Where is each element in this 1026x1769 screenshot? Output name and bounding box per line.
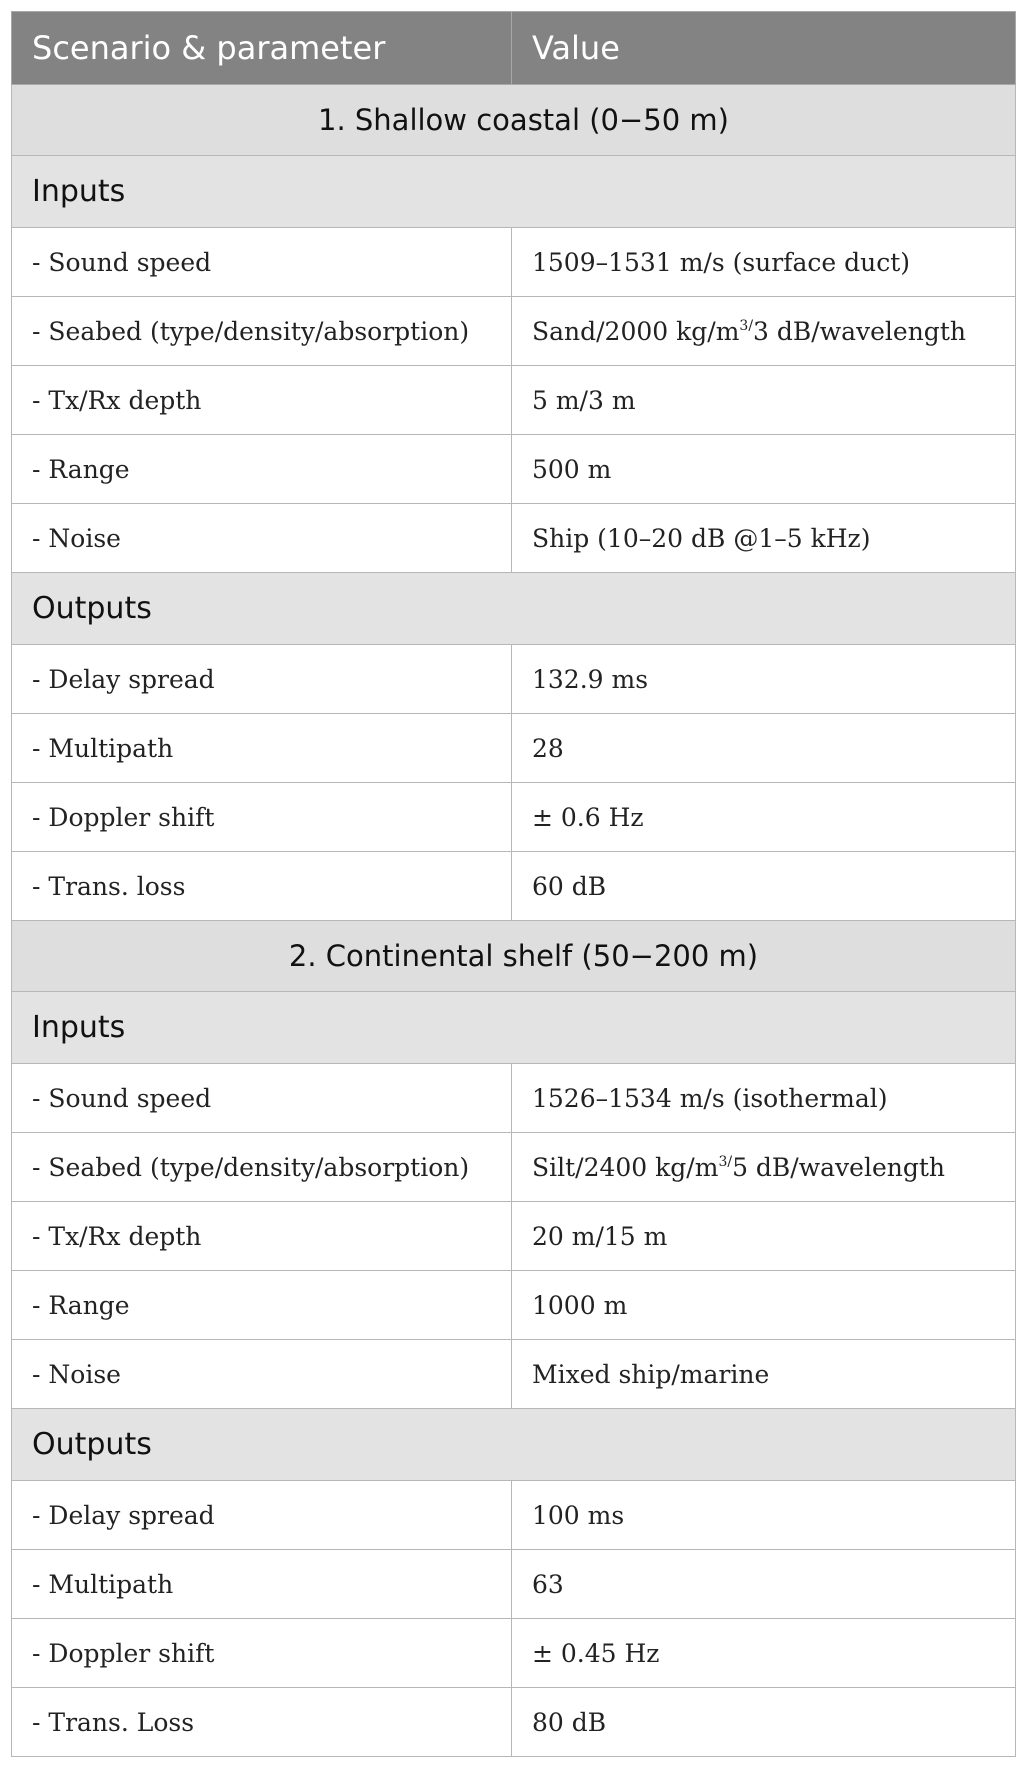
section-row — [12, 156, 1016, 228]
table-row — [12, 714, 1016, 783]
value-cell — [512, 1133, 1016, 1202]
param-cell: - Delay spread — [12, 645, 512, 714]
param-cell: - Tx/Rx depth — [12, 366, 512, 435]
table-row — [12, 783, 1016, 852]
param-cell: - Doppler shift — [12, 783, 512, 852]
value-cell: 1000 m — [512, 1271, 1016, 1340]
value-text: 3 dB/wavelength — [753, 316, 966, 346]
value-cell: ± 0.45 Hz — [512, 1619, 1016, 1688]
section-label-inputs: Inputs — [12, 992, 1016, 1064]
header-value: Value — [512, 12, 1016, 85]
value-cell: 100 ms — [512, 1481, 1016, 1550]
table-row — [12, 1550, 1016, 1619]
table-row — [12, 645, 1016, 714]
value-superscript: 3/ — [718, 1153, 733, 1170]
table-row — [12, 504, 1016, 573]
table-row — [12, 1202, 1016, 1271]
section-label-outputs: Outputs — [12, 1409, 1016, 1481]
value-cell: 500 m — [512, 435, 1016, 504]
param-cell: - Noise — [12, 1340, 512, 1409]
value-cell: 1509–1531 m/s (surface duct) — [512, 228, 1016, 297]
scenario-row — [12, 85, 1016, 156]
param-cell: - Tx/Rx depth — [12, 1202, 512, 1271]
value-text: Silt/2400 kg/m — [532, 1152, 719, 1182]
section-row — [12, 1409, 1016, 1481]
scenario-title: 2. Continental shelf (50−200 m) — [12, 921, 1016, 992]
param-cell: - Delay spread — [12, 1481, 512, 1550]
scenario-row — [12, 921, 1016, 992]
param-cell: - Range — [12, 1271, 512, 1340]
param-cell: - Doppler shift — [12, 1619, 512, 1688]
value-cell: 80 dB — [512, 1688, 1016, 1757]
table-row — [12, 1133, 1016, 1202]
table-row — [12, 366, 1016, 435]
table-row — [12, 1619, 1016, 1688]
param-cell: - Seabed (type/density/absorption) — [12, 297, 512, 366]
table-row — [12, 1271, 1016, 1340]
param-cell: - Trans. loss — [12, 852, 512, 921]
param-cell: - Range — [12, 435, 512, 504]
param-cell: - Sound speed — [12, 228, 512, 297]
param-cell: - Trans. Loss — [12, 1688, 512, 1757]
param-cell: - Noise — [12, 504, 512, 573]
value-cell: Ship (10–20 dB @1–5 kHz) — [512, 504, 1016, 573]
table-row — [12, 1340, 1016, 1409]
value-cell: 63 — [512, 1550, 1016, 1619]
table-row — [12, 1481, 1016, 1550]
param-cell: - Multipath — [12, 1550, 512, 1619]
table-row — [12, 1064, 1016, 1133]
section-row — [12, 573, 1016, 645]
section-label-outputs: Outputs — [12, 573, 1016, 645]
parameter-table — [11, 11, 1016, 1757]
param-cell: - Multipath — [12, 714, 512, 783]
value-text: Sand/2000 kg/m — [532, 316, 740, 346]
table-row — [12, 1688, 1016, 1757]
value-cell: 5 m/3 m — [512, 366, 1016, 435]
value-cell: ± 0.6 Hz — [512, 783, 1016, 852]
header-scenario-parameter: Scenario & parameter — [12, 12, 512, 85]
value-text: 5 dB/wavelength — [732, 1152, 945, 1182]
value-cell — [512, 297, 1016, 366]
value-cell: Mixed ship/marine — [512, 1340, 1016, 1409]
scenario-title: 1. Shallow coastal (0−50 m) — [12, 85, 1016, 156]
table-row — [12, 852, 1016, 921]
value-cell: 60 dB — [512, 852, 1016, 921]
value-cell: 28 — [512, 714, 1016, 783]
value-cell: 1526–1534 m/s (isothermal) — [512, 1064, 1016, 1133]
value-cell: 20 m/15 m — [512, 1202, 1016, 1271]
table-row — [12, 228, 1016, 297]
section-row — [12, 992, 1016, 1064]
value-superscript: 3/ — [739, 317, 754, 334]
param-cell: - Seabed (type/density/absorption) — [12, 1133, 512, 1202]
value-cell: 132.9 ms — [512, 645, 1016, 714]
table-row — [12, 435, 1016, 504]
section-label-inputs: Inputs — [12, 156, 1016, 228]
header-row — [12, 12, 1016, 85]
param-cell: - Sound speed — [12, 1064, 512, 1133]
table-row — [12, 297, 1016, 366]
